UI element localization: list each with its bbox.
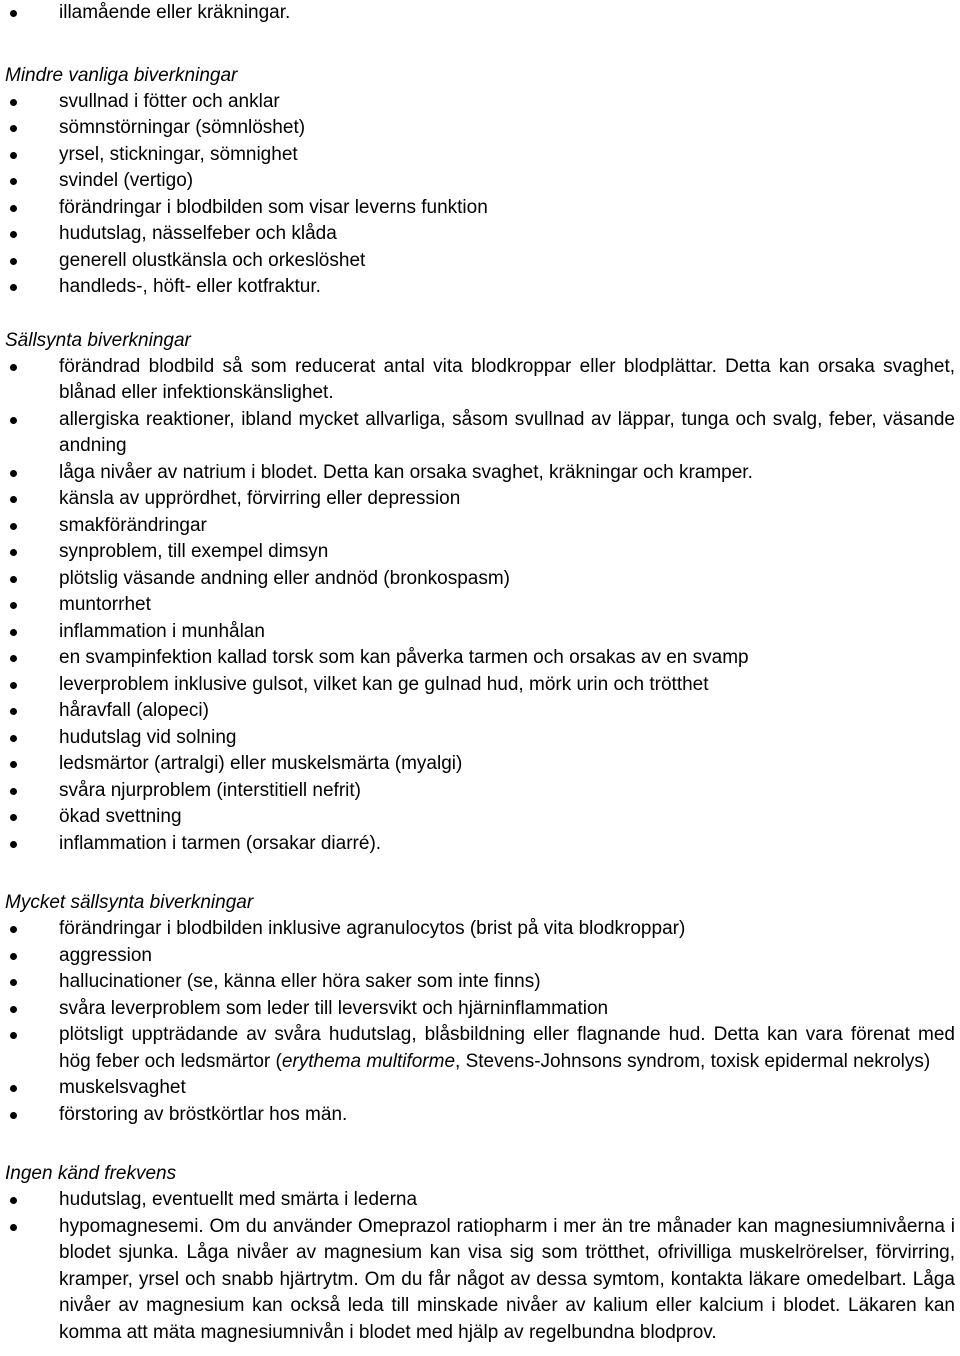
section-heading: Mindre vanliga biverkningar — [5, 64, 238, 86]
list-item: smakförändringar — [0, 513, 960, 540]
list — [0, 89, 960, 301]
section-heading: Sällsynta biverkningar — [5, 329, 191, 351]
bullet-icon — [10, 231, 17, 238]
list-item: inflammation i munhålan — [0, 619, 960, 646]
bullet-icon — [10, 125, 17, 132]
list-item: allergiska reaktioner, ibland mycket allvarliga, såsom svullnad av läppar, tunga och svalg, feber, väsande andning — [0, 407, 960, 460]
list-item: förändringar i blodbilden som visar leverns funktion — [0, 195, 960, 222]
bullet-icon — [10, 979, 17, 986]
list-item: hudutslag vid solning — [0, 725, 960, 752]
list-item: aggression — [0, 943, 960, 970]
bullet-icon — [10, 841, 17, 848]
bullet-icon — [10, 735, 17, 742]
list-item: känsla av upprördhet, förvirring eller depression — [0, 486, 960, 513]
bullet-icon — [10, 655, 17, 662]
list-item: en svampinfektion kallad torsk som kan påverka tarmen och orsakas av en svamp — [0, 645, 960, 672]
bullet-icon — [10, 788, 17, 795]
list-item: muntorrhet — [0, 592, 960, 619]
section-very-rare — [0, 890, 960, 1128]
list-item: förändringar i blodbilden inklusive agranulocytos (brist på vita blodkroppar) — [0, 916, 960, 943]
bullet-icon — [10, 761, 17, 768]
list — [0, 916, 960, 1128]
list-item: håravfall (alopeci) — [0, 698, 960, 725]
bullet-icon — [10, 1112, 17, 1119]
bullet-icon — [10, 364, 17, 371]
list-item: leverproblem inklusive gulsot, vilket kan ge gulnad hud, mörk urin och trötthet — [0, 672, 960, 699]
bullet-icon — [10, 1224, 17, 1231]
section-uncommon — [0, 63, 960, 301]
bullet-icon — [10, 682, 17, 689]
bullet-icon — [10, 284, 17, 291]
list-item: svåra leverproblem som leder till leversvikt och hjärninflammation — [0, 996, 960, 1023]
section-heading: Ingen känd frekvens — [5, 1163, 177, 1184]
bullet-icon — [10, 496, 17, 503]
bullet-icon — [10, 602, 17, 609]
list-item: svåra njurproblem (interstitiell nefrit) — [0, 778, 960, 805]
list-item: illamående eller kräkningar. — [0, 0, 960, 27]
bullet-icon — [10, 708, 17, 715]
bullet-icon — [10, 205, 17, 212]
list-item: svullnad i fötter och anklar — [0, 89, 960, 116]
list-item: ökad svettning — [0, 804, 960, 831]
list-item: ledsmärtor (artralgi) eller muskelsmärta (myalgi) — [0, 751, 960, 778]
bullet-icon — [10, 417, 17, 424]
list-item: förstoring av bröstkörtlar hos män. — [0, 1102, 960, 1129]
bullet-icon — [10, 470, 17, 477]
list-item: inflammation i tarmen (orsakar diarré). — [0, 831, 960, 858]
list-item: handleds-, höft- eller kotfraktur. — [0, 274, 960, 301]
section-heading: Mycket sällsynta biverkningar — [5, 892, 254, 913]
list-item: plötsligt uppträdande av svåra hudutslag, blåsbildning eller flagnande hud. Detta kan vara förenat med hög feber och ledsmärtor (erythema multiforme, Stevens-Johnsons syndrom, toxisk epidermal nekrolys) — [0, 1022, 960, 1075]
list-item: hypomagnesemi. Om du använder Omeprazol ratiopharm i mer än tre månader kan magnesiumnivåerna i blodet sjunka. Låga nivåer av magnesium kan visa sig som trötthet, ofrivilliga muskelrörelser, förvirring, kramper, yrsel och snabb hjärtrytm. Om du får något av dessa symtom, kontakta läkare omedelbart. Låga nivåer av magnesium kan också leda till minskade nivåer av kalium eller kalcium i blodet. Läkaren kan komma att mäta magnesiumnivån i blodet med hjälp av regelbundna blodprov. — [0, 1214, 960, 1347]
bullet-icon — [10, 1032, 17, 1039]
bullet-icon — [10, 1085, 17, 1092]
bullet-icon — [10, 10, 17, 17]
list-item: plötslig väsande andning eller andnöd (bronkospasm) — [0, 566, 960, 593]
bullet-icon — [10, 576, 17, 583]
section-unknown-frequency — [0, 1161, 960, 1346]
bullet-icon — [10, 1197, 17, 1204]
list — [0, 1187, 960, 1346]
bullet-icon — [10, 629, 17, 636]
bullet-icon — [10, 152, 17, 159]
list-item: synproblem, till exempel dimsyn — [0, 539, 960, 566]
list-item: yrsel, stickningar, sömnighet — [0, 142, 960, 169]
list-item: förändrad blodbild så som reducerat antal vita blodkroppar eller blodplättar. Detta kan orsaka svaghet, blånad eller infektionskänslighet. — [0, 354, 960, 407]
list-item: hudutslag, eventuellt med smärta i lederna — [0, 1187, 960, 1214]
list-item: låga nivåer av natrium i blodet. Detta kan orsaka svaghet, kräkningar och kramper. — [0, 460, 960, 487]
bullet-icon — [10, 953, 17, 960]
list-item: muskelsvaghet — [0, 1075, 960, 1102]
list-item: sömnstörningar (sömnlöshet) — [0, 115, 960, 142]
list-item: hallucinationer (se, känna eller höra saker som inte finns) — [0, 969, 960, 996]
section-rare — [0, 328, 960, 858]
list-item: generell olustkänsla och orkeslöshet — [0, 248, 960, 275]
bullet-icon — [10, 178, 17, 185]
bullet-icon — [10, 258, 17, 265]
list — [0, 354, 960, 858]
bullet-icon — [10, 549, 17, 556]
list-item: svindel (vertigo) — [0, 168, 960, 195]
italic-term: erythema multiforme — [281, 1050, 456, 1072]
bullet-icon — [10, 1006, 17, 1013]
bullet-icon — [10, 99, 17, 106]
bullet-icon — [10, 523, 17, 530]
bullet-icon — [10, 814, 17, 821]
list-item: hudutslag, nässelfeber och klåda — [0, 221, 960, 248]
intro-list — [0, 0, 960, 27]
bullet-icon — [10, 926, 17, 933]
